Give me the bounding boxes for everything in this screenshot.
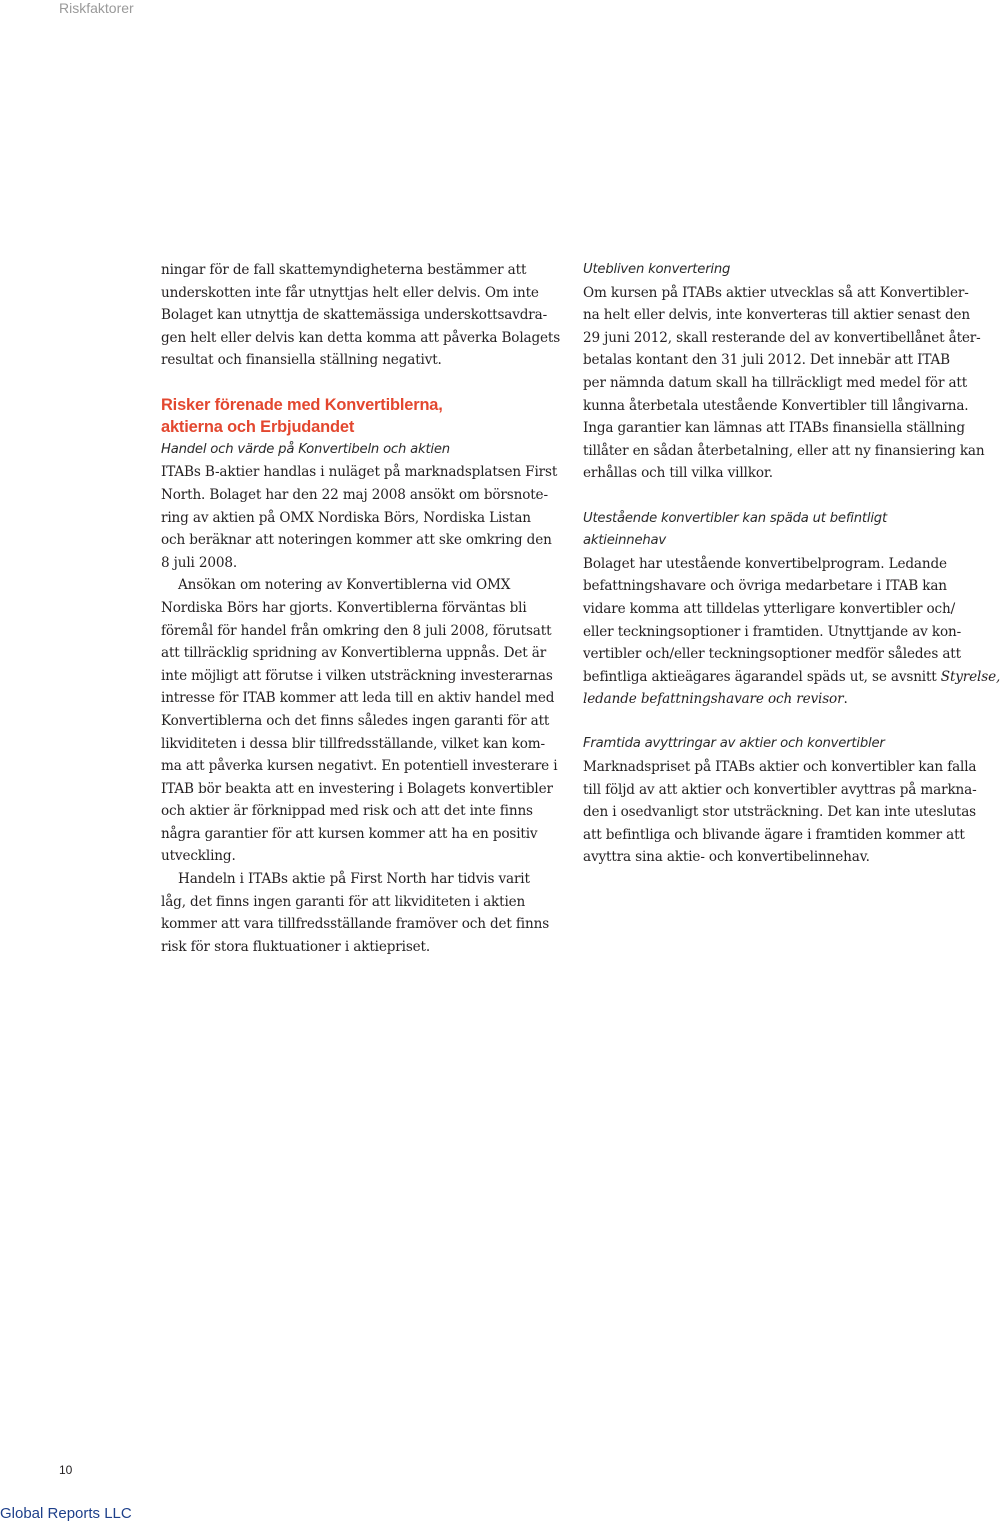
text-line: befattningshavare och övriga medarbetare i ITAB kan — [583, 578, 947, 595]
right-column — [583, 259, 1000, 869]
text-line: tillåter en sådan återbetalning, eller att ny finansiering kan — [583, 442, 985, 459]
subheading: Framtida avyttringar av aktier och konvertibler — [583, 736, 885, 752]
text-line: 8 juli 2008. — [161, 554, 238, 571]
subheading: Utestående konvertibler kan späda ut befintligt — [583, 510, 887, 526]
section-title — [161, 394, 541, 439]
text-line: 29 juni 2012, skall resterande del av konvertibellånet åter- — [583, 329, 981, 346]
text-line: Bolaget har utestående konvertibelprogram. Ledande — [583, 555, 947, 572]
text-line: Marknadspriset på ITABs aktier och konvertibler kan falla — [583, 759, 977, 776]
text-line: låg, det finns ingen garanti för att likviditeten i aktien — [161, 893, 526, 910]
text-line: ITAB bör beakta att en investering i Bolagets konvertibler — [161, 780, 553, 797]
text-line: resultat och finansiella ställning negativt. — [161, 352, 442, 369]
footer-brand: Global Reports LLC — [0, 1505, 132, 1522]
text-line: Handeln i ITABs aktie på First North har tidvis varit — [178, 871, 530, 888]
text-line: att befintliga och blivande ägare i framtiden kommer att — [583, 826, 965, 843]
text-line: ITABs B-aktier handlas i nuläget på marknadsplatsen First — [161, 464, 558, 481]
text-line: kunna återbetala utestående Konvertibler till långivarna. — [583, 397, 969, 414]
text-line: inte möjligt att förutse i vilken utsträckning investerarnas — [161, 667, 553, 684]
text-line: föremål för handel från omkring den 8 juli 2008, förutsatt — [161, 622, 552, 639]
text-line: Bolaget kan utnyttja de skattemässiga underskottsavdra- — [161, 307, 548, 324]
text-span: . — [843, 691, 848, 708]
text-line: några garantier för att kursen kommer att ha en positiv — [161, 825, 538, 842]
page-number: 10 — [59, 1463, 73, 1477]
spacer — [583, 711, 961, 734]
text-line: betalas kontant den 31 juli 2012. Det innebär att ITAB — [583, 352, 951, 369]
text-line: Konvertiblerna och det finns således ingen garanti för att — [161, 712, 550, 729]
left-column — [161, 259, 561, 958]
text-line — [583, 688, 961, 711]
subheading: Utebliven konvertering — [583, 262, 731, 277]
paragraph-liquidity — [161, 868, 550, 958]
text-line: att tillräcklig spridning av Konvertiblerna uppnås. Det är — [161, 645, 547, 662]
block-conversion — [583, 259, 985, 485]
text-line: likviditeten i dessa blir tillfredsställande, vilket kan kom- — [161, 735, 545, 752]
text-line: intresse för ITAB kommer att leda till en aktiv handel med — [161, 690, 555, 707]
intro-paragraph — [161, 259, 561, 372]
reference-link-text: Styrelse, — [940, 668, 1000, 685]
text-line: risk för stora fluktuationer i aktiepriset. — [161, 938, 431, 955]
text-line: ningar för de fall skattemyndigheterna bestämmer att — [161, 262, 527, 278]
text-line — [583, 666, 1000, 689]
paragraph-trading — [161, 461, 558, 574]
text-line: per nämnda datum skall ha tillräckligt med medel för att — [583, 374, 968, 391]
block-divestments — [583, 733, 977, 869]
text-line: vidare komma att tilldelas ytterligare konvertibler och/ — [583, 600, 956, 617]
text-line: vertibler och/eller teckningsoptioner medför således att — [583, 646, 961, 663]
text-line: gen helt eller delvis kan detta komma att påverka Bolagets — [161, 329, 561, 346]
text-span: befintliga aktieägares ägarandel späds ut, se avsnitt — [583, 668, 941, 685]
text-line: avyttra sina aktie- och konvertibelinnehav. — [583, 849, 870, 866]
text-line: ma att påverka kursen negativt. En potentiell investerare i — [161, 758, 558, 775]
text-line: kommer att vara tillfredsställande framöver och det finns — [161, 916, 550, 933]
text-line: Om kursen på ITABs aktier utvecklas så att Konvertibler- — [583, 284, 969, 301]
running-header-section: Riskfaktorer — [59, 0, 134, 16]
text-line: den i osedvanligt stor utsträckning. Det kan inte uteslutas — [583, 804, 976, 821]
subheading: Handel och värde på Konvertibeln och aktien — [161, 441, 450, 457]
text-line: och aktier är förknippad med risk och att det inte finns — [161, 803, 533, 820]
text-line: utveckling. — [161, 848, 236, 865]
reference-link-text: ledande befattningshavare och revisor — [583, 691, 844, 708]
text-line: North. Bolaget har den 22 maj 2008 ansökt om börsnote- — [161, 486, 548, 503]
text-line: Nordiska Börs har gjorts. Konvertiblerna förväntas bli — [161, 599, 527, 616]
section-title-line: aktierna och Erbjudandet — [161, 418, 355, 437]
spacer — [583, 485, 961, 508]
text-line: na helt eller delvis, inte konverteras till aktier senast den — [583, 307, 971, 324]
text-line: ring av aktien på OMX Nordiska Börs, Nordiska Listan — [161, 509, 531, 526]
text-line: Ansökan om notering av Konvertiblerna vid OMX — [178, 577, 511, 594]
text-line: till följd av att aktier och konvertibler avyttras på markna- — [583, 781, 977, 798]
text-line: eller teckningsoptioner i framtiden. Utnyttjande av kon- — [583, 623, 962, 640]
text-line: erhållas och till vilka villkor. — [583, 465, 773, 482]
section-title-line: Risker förenade med Konvertiblerna, — [161, 395, 443, 414]
subheading: aktieinnehav — [583, 533, 667, 549]
text-line: underskotten inte får utnyttjas helt eller delvis. Om inte — [161, 284, 539, 301]
text-line: Inga garantier kan lämnas att ITABs finansiella ställning — [583, 420, 965, 437]
text-line: och beräknar att noteringen kommer att ske omkring den — [161, 532, 552, 549]
block-dilution — [583, 508, 1000, 711]
paragraph-listing — [161, 574, 558, 868]
